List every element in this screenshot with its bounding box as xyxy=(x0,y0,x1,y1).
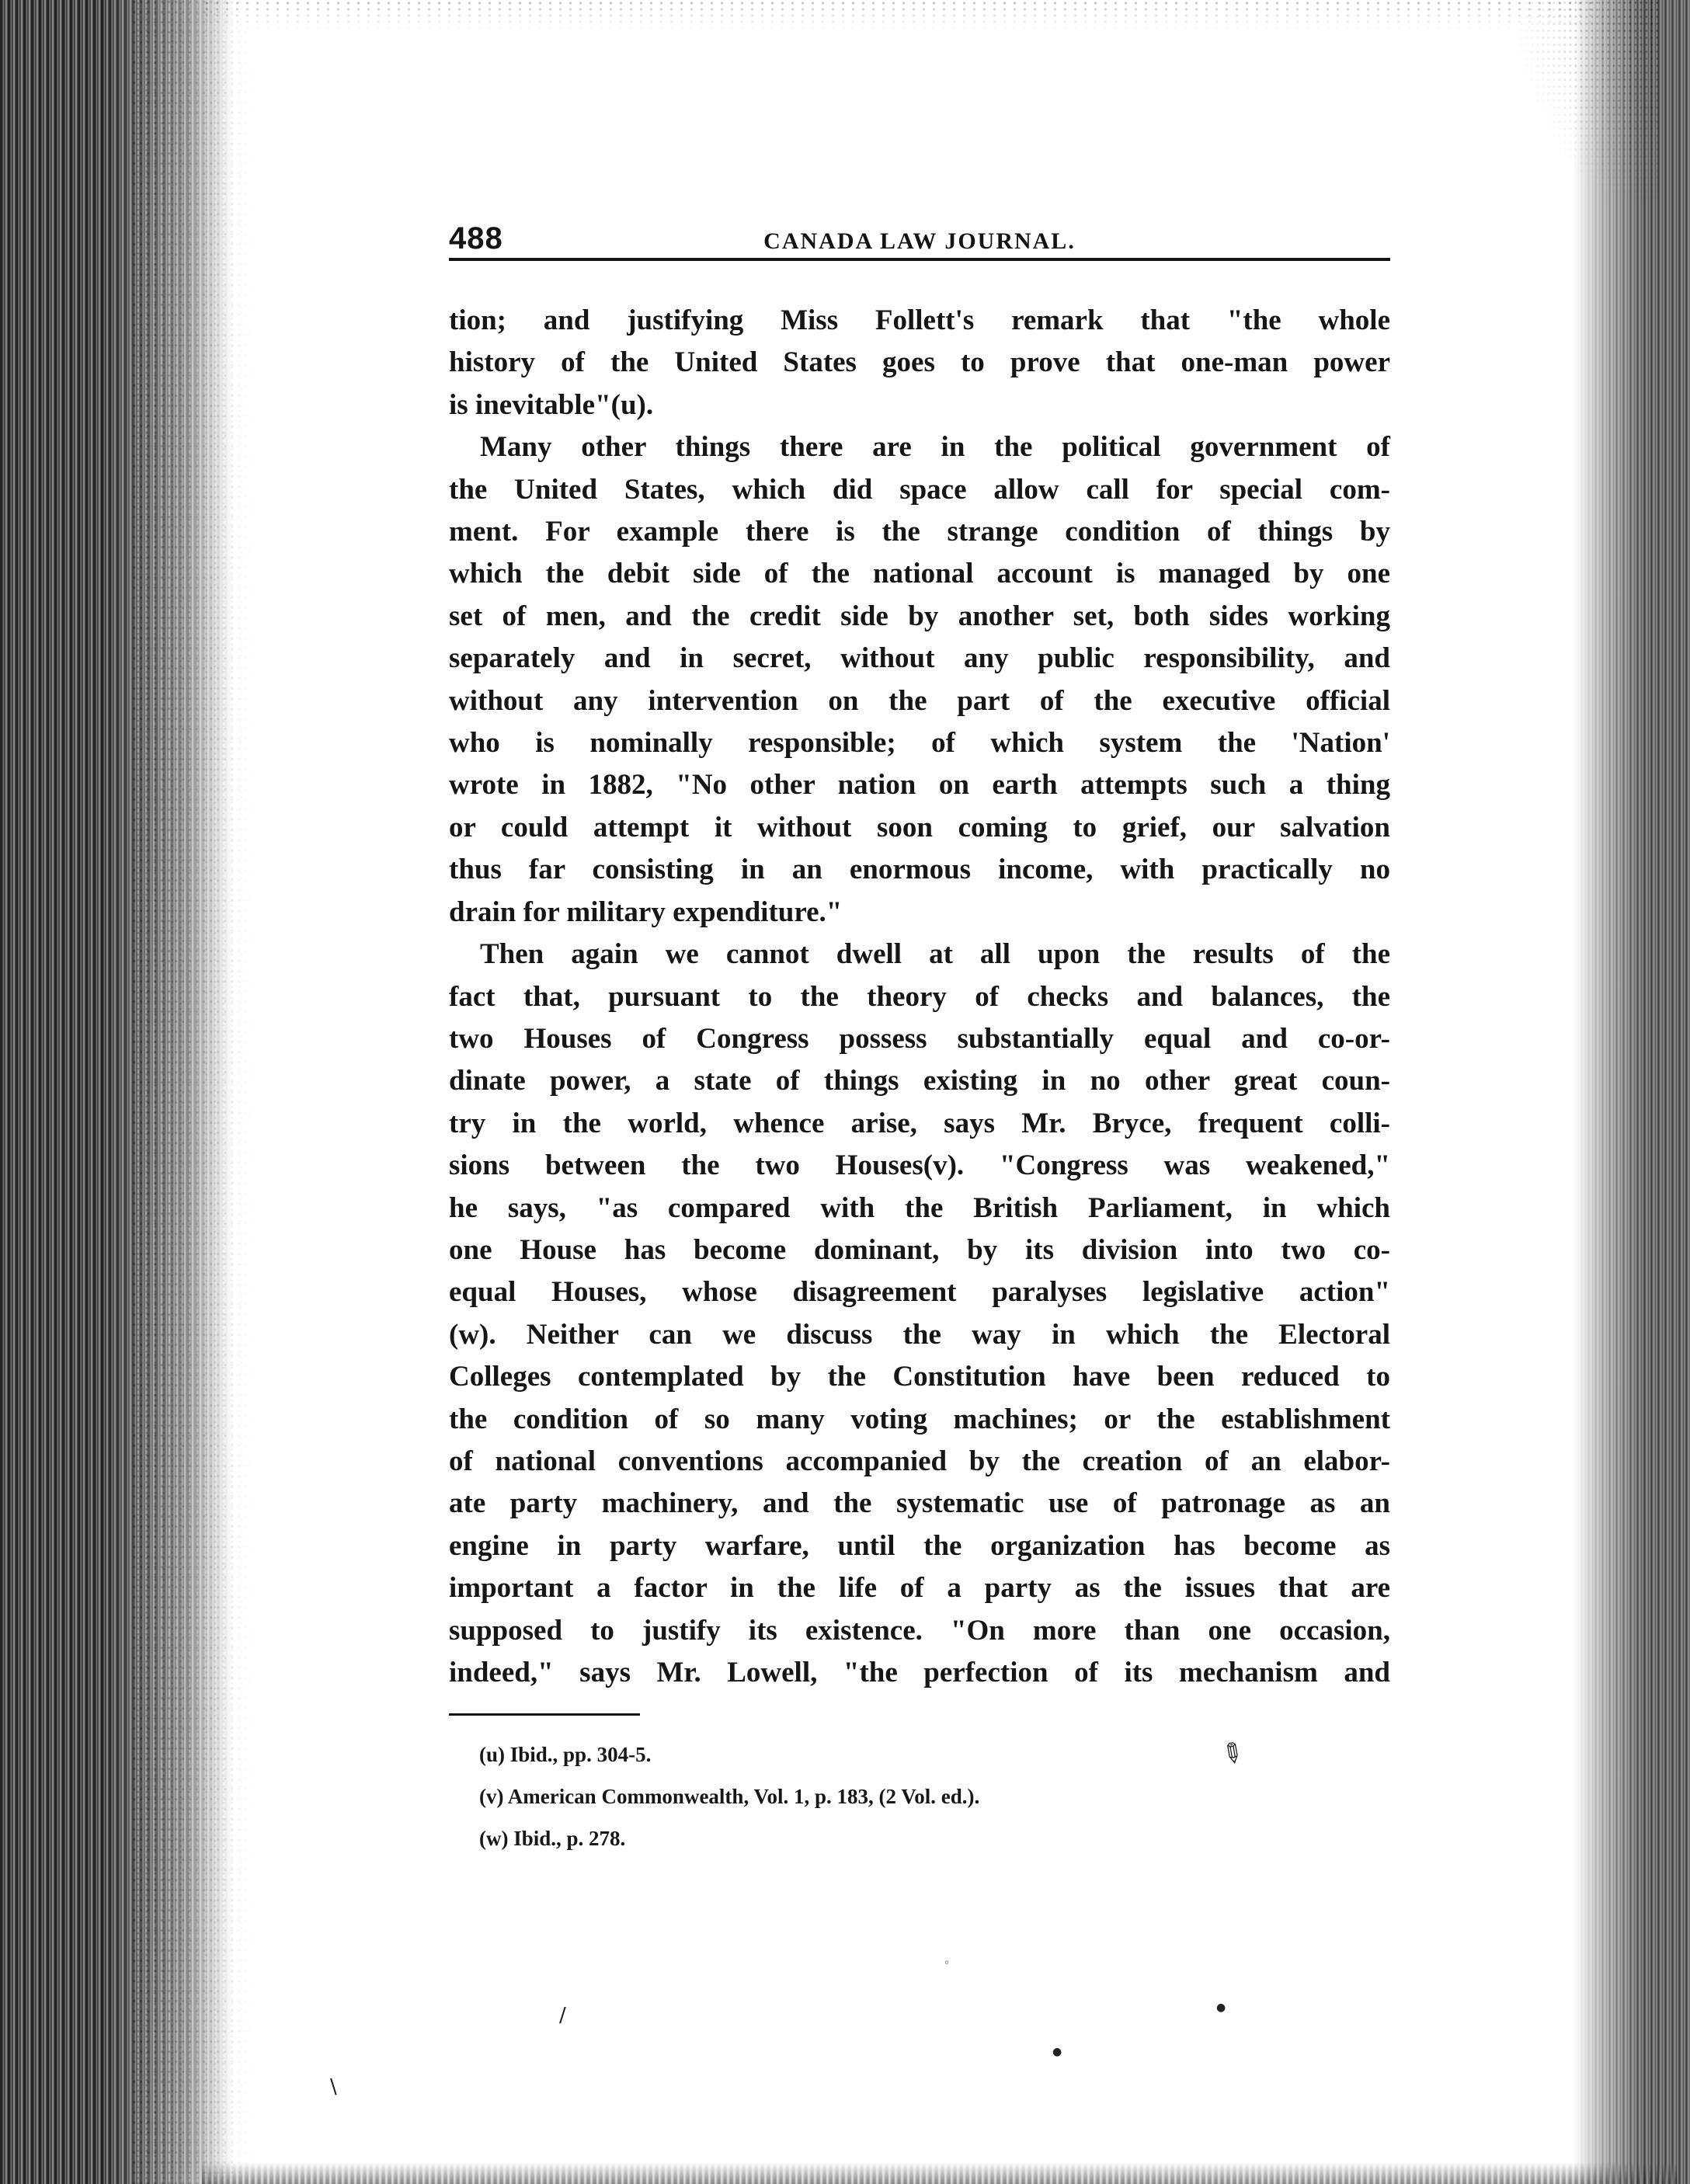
scan-speckle-left xyxy=(132,0,256,2184)
stray-speck: ◦ xyxy=(944,1957,951,1970)
body-line: sions between the two Houses(v). "Congress was weakened," xyxy=(449,1149,1390,1182)
body-line: ate party machinery, and the systematic use of patronage as an xyxy=(449,1487,1390,1520)
body-line: (w). Neither can we discuss the way in which the Electoral xyxy=(449,1318,1390,1351)
body-line: separately and in secret, without any public responsibility, and xyxy=(449,642,1390,675)
body-line: is inevitable"(u). xyxy=(449,388,654,421)
stray-speck: ● xyxy=(1052,2046,1062,2058)
stray-speck: \ xyxy=(330,2075,337,2099)
body-line: important a factor in the life of a party as the issues that are xyxy=(449,1572,1390,1605)
footnote-w: (w) Ibid., p. 278. xyxy=(479,1827,626,1850)
body-line: tion; and justifying Miss Follett's remark that "the whole xyxy=(449,304,1390,336)
footnotes xyxy=(479,1734,1334,1859)
body-line: which the debit side of the national account is managed by one xyxy=(449,558,1390,590)
body-line: set of men, and the credit side by another set, both sides working xyxy=(449,600,1390,632)
body-line: ment. For example there is the strange condition of things by xyxy=(449,516,1390,548)
body-line: fact that, pursuant to the theory of checks and balances, the xyxy=(449,980,1390,1013)
body-line: two Houses of Congress possess substantially equal and co-or- xyxy=(449,1022,1390,1055)
body-line: wrote in 1882, "No other nation on earth attempts such a thing xyxy=(449,769,1390,802)
body-line: dinate power, a state of things existing in no other great coun- xyxy=(449,1065,1390,1097)
body-line: who is nominally responsible; of which system the 'Nation' xyxy=(449,727,1390,760)
body-line: engine in party warfare, until the organization has become as xyxy=(449,1529,1390,1562)
body-line: Then again we cannot dwell at all upon the results of the xyxy=(480,938,1390,971)
journal-title: CANADA LAW JOURNAL. xyxy=(763,228,1076,254)
body-line: indeed," says Mr. Lowell, "the perfection of its mechanism and xyxy=(449,1657,1390,1688)
body-line: the condition of so many voting machines; or the establishment xyxy=(449,1403,1390,1435)
body-line: history of the United States goes to prove that one-man power xyxy=(449,346,1390,379)
body-text xyxy=(449,300,1390,1694)
body-line: equal Houses, whose disagreement paralyses legislative action" xyxy=(449,1276,1390,1309)
scan-shadow-right-edge xyxy=(1574,0,1690,2184)
header-rule xyxy=(449,258,1390,261)
body-line: of national conventions accompanied by the creation of an elabor- xyxy=(449,1445,1390,1477)
page-number: 488 xyxy=(449,221,503,256)
stray-speck: ● xyxy=(1216,2001,1226,2014)
body-line: supposed to justify its existence. "On more than one occasion, xyxy=(449,1614,1390,1647)
scan-speckle-top xyxy=(202,0,1600,31)
running-head xyxy=(449,217,1390,261)
scan-shadow-bottom-edge xyxy=(202,2162,1678,2184)
footnote-rule xyxy=(449,1713,640,1716)
footnote-v: (v) American Commonwealth, Vol. 1, p. 183, (2 Vol. ed.). xyxy=(479,1785,980,1808)
body-line: thus far consisting in an enormous income, with practically no xyxy=(449,854,1390,886)
stray-pen-mark: ✎ xyxy=(1214,1734,1250,1773)
body-line: he says, "as compared with the British Parliament, in which xyxy=(449,1191,1390,1224)
body-line: Many other things there are in the political government of xyxy=(480,431,1390,464)
body-line: or could attempt it without soon coming to grief, our salvation xyxy=(449,811,1390,843)
body-line: drain for military expenditure." xyxy=(449,896,843,928)
body-line: one House has become dominant, by its division into two co- xyxy=(449,1233,1390,1266)
footnote-u: (u) Ibid., pp. 304-5. xyxy=(479,1743,652,1766)
body-line: try in the world, whence arise, says Mr. Bryce, frequent colli- xyxy=(449,1107,1390,1139)
body-line: Colleges contemplated by the Constitution have been reduced to xyxy=(449,1361,1390,1393)
body-line: without any intervention on the part of the executive official xyxy=(449,684,1390,717)
stray-speck: / xyxy=(559,2004,566,2027)
body-line: the United States, which did space allow call for special com- xyxy=(449,473,1390,506)
